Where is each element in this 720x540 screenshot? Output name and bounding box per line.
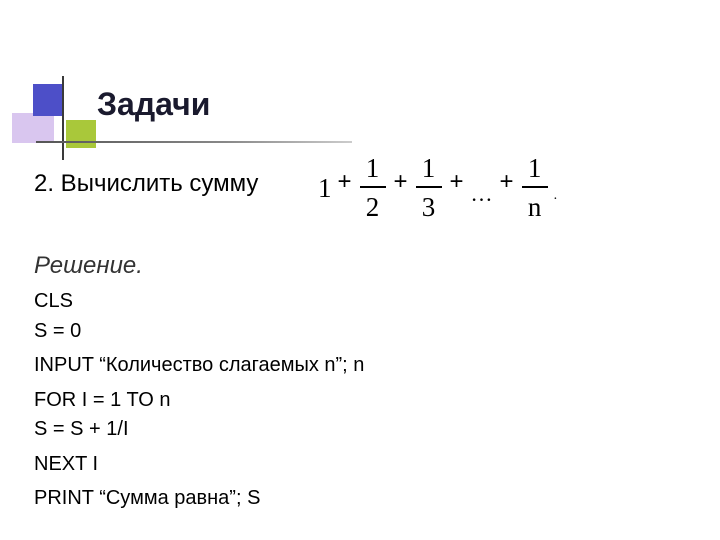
task-statement (34, 170, 258, 198)
plus-sign: + (449, 168, 464, 195)
code-line: CLS (34, 290, 73, 312)
fraction-numerator: 1 (365, 153, 380, 183)
fraction-numerator: 1 (421, 153, 436, 183)
fraction-denominator: 2 (365, 192, 380, 222)
code-line: S = S + 1/I (34, 418, 129, 440)
plus-sign: + (499, 168, 514, 195)
solution-label: Решение. (34, 252, 143, 279)
title-underline (36, 141, 352, 143)
fraction-term (414, 155, 444, 221)
formula-first-term: 1 (318, 172, 332, 203)
plus-sign: + (337, 168, 352, 195)
fraction-numerator: 1 (527, 153, 542, 183)
code-line: FOR I = 1 TO n (34, 389, 171, 411)
code-line: S = 0 (34, 320, 82, 342)
decor-green-square (66, 120, 96, 148)
plus-sign: + (393, 168, 408, 195)
fraction-term (520, 155, 550, 221)
decor-blue-square (33, 84, 63, 116)
sum-formula (318, 146, 557, 230)
slide-title: Задачи (97, 86, 211, 122)
fraction-denominator: n (527, 192, 542, 222)
decor-pink-square (12, 113, 54, 143)
decor-vertical-line (62, 76, 64, 160)
fraction-denominator: 3 (421, 192, 436, 222)
formula-ellipsis: … (470, 181, 493, 206)
code-line: NEXT I (34, 453, 99, 475)
fraction-term (358, 155, 388, 221)
task-text: 2. Вычислить сумму (34, 170, 259, 197)
code-line: INPUT “Количество слагаемых n”; n (34, 354, 365, 376)
code-line: PRINT “Сумма равна”; S (34, 487, 261, 509)
formula-period: . (553, 188, 558, 203)
